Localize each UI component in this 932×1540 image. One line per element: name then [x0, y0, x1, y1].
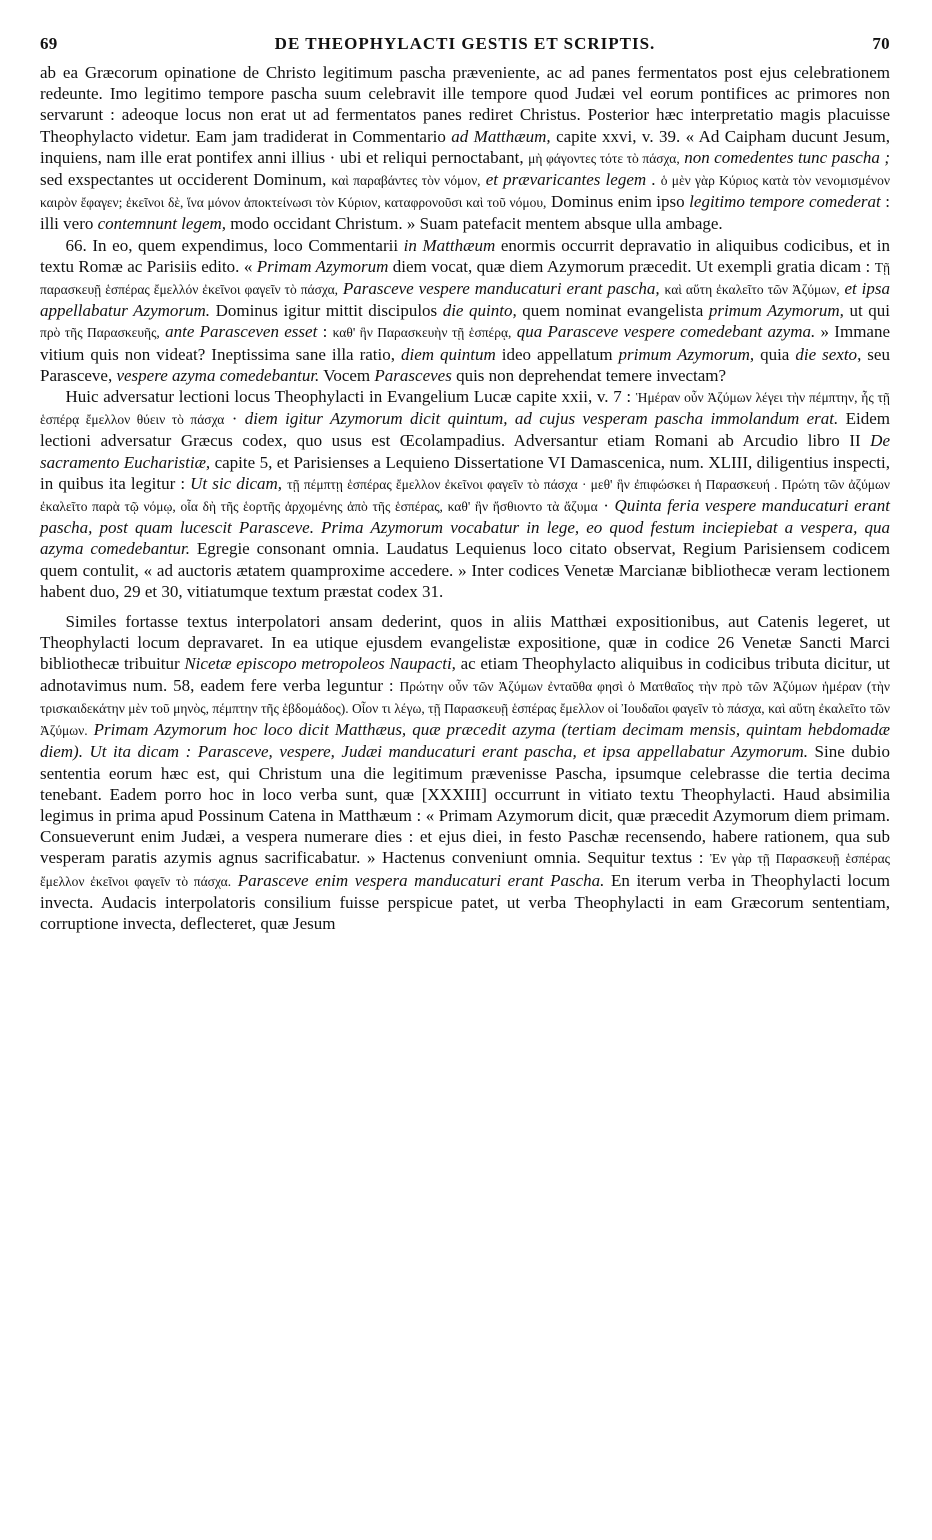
- greek-run: Τῇ παρασκευῇ ἑσπέρας ἔμελλόν ἐκεῖνοι φαγεῖν τὸ πάσχα,: [40, 259, 891, 298]
- italic-run: qua Parasceve vespere comedebant azyma.: [516, 322, 816, 342]
- running-title: DE THEOPHYLACTI GESTIS ET SCRIPTIS.: [274, 34, 656, 53]
- greek-run: καὶ παραβάντες τὸν νόμον,: [331, 173, 481, 189]
- italic-run: die sexto: [795, 344, 858, 364]
- text-run: capite 5, et Parisienses a Lequieno Dissertatione VI Damascenica, num. XLIII, diligentius inspecti, in quibus ita legitur :: [40, 452, 890, 493]
- italic-run: Parasceves: [374, 365, 452, 385]
- text-run: .: [646, 170, 661, 190]
- italic-run: et prævaricantes legem: [485, 170, 647, 190]
- text-run: ideo appellatum: [495, 344, 619, 364]
- italic-run: contemnunt legem,: [97, 214, 227, 234]
- greek-run: τῇ πέμπτῃ ἑσπέρας ἔμελλον ἐκεῖνοι φαγεῖν τὸ πάσχα · μεθ' ἣν ἐπιφώσκει ἡ Παρασκευή . Πρώτη τῶν ἀζύμων ἐκαλεῖτο παρὰ τῷ νόμῳ, οἷα δὴ τῆς ἑορτῆς ἀρχομένης ἀπὸ τῆς ἑσπέρας, καθ' ἣν ἤσθιοντο τὰ ἄζυμα: [40, 476, 891, 515]
- greek-run: μὴ φάγοντες τότε τὸ πάσχα,: [528, 150, 680, 166]
- italic-run: Nicetæ episcopo metropoleos Naupacti,: [184, 654, 456, 674]
- italic-run: et ipsa appellabatur Azymorum.: [40, 279, 890, 321]
- text-run: Egregie consonant omnia. Laudatus Lequienus loco citato observat, Regium Parisiensem codicem quem contulit, « ad auctoris ætatem quamproxime accedere. » Inter codices Venetæ Marcianæ bibliothecæ veram lectionem habent duo, 29 et 30, vitiatumque textum præstat codex 31.: [40, 539, 890, 601]
- italic-run: Quinta feria vespere manducaturi erant pascha, post quam lucescit Parasceve. Prima Azymorum vocabatur in lege, eo quod festum inciepiebat a vespera, qua azyma comedebantur.: [40, 496, 890, 559]
- greek-run: πρὸ τῆς Παρασκευῆς,: [40, 325, 160, 341]
- text-run: capite xxvi, v. 39. « Ad Caipham ducunt Jesum, inquiens, nam ille erat pontifex anni illius · ubi et reliqui pernoctabant,: [40, 126, 890, 167]
- text-run: Dominus igitur mittit discipulos: [210, 301, 443, 321]
- greek-run: Ἐν γὰρ τῇ Παρασκευῇ ἑσπέρας ἔμελλον ἐκεῖνοι φαγεῖν τὸ πάσχα.: [40, 851, 890, 889]
- italic-run: ante Parasceven esset: [165, 322, 318, 342]
- italic-run: in Matthæum: [403, 235, 496, 255]
- text-run: Dominus enim ipso: [546, 192, 690, 212]
- left-page-number: 69: [40, 34, 58, 53]
- italic-run: Parasceve enim vespera manducaturi erant Pascha.: [237, 870, 605, 890]
- paragraph-1: [40, 62, 890, 235]
- italic-run: Parasceve vespere manducaturi erant pascha,: [342, 279, 660, 299]
- greek-run: Πρώτην οὖν τῶν Ἀζύμων ἐνταῦθα φησὶ ὁ Ματθαῖος τὴν πρὸ τῶν Ἀζύμων ἡμέραν (τὴν τρισκαιδεκάτην μὲν τοῦ μηνὸς, πέμπτην τῆς ἑβδομάδος). Οἷον τι λέγω, τῇ Παρασκευῇ ἑσπέρας ἔμελλον οἱ Ἰουδαῖοι φαγεῖν τὸ πάσχα, καὶ αὕτη ἐκαλεῖτο τῶν Ἀζύμων.: [40, 678, 890, 739]
- text-run: :: [317, 322, 333, 342]
- body-text: [40, 62, 890, 934]
- italic-run: primum Azymorum,: [618, 344, 755, 364]
- italic-run: Ut sic dicam,: [190, 473, 283, 493]
- text-run: ·: [597, 496, 615, 516]
- greek-run: Ἡμέραν οὖν Ἀζύμων λέγει τὴν πέμπτην, ἧς τῇ ἑσπέρᾳ ἔμελλον θύειν τὸ πάσχα: [40, 390, 890, 428]
- text-run: 66. In eo, quem expendimus, loco Commentarii: [65, 235, 404, 255]
- text-run: quem nominat evangelista: [516, 301, 709, 321]
- italic-run: vespere azyma comedebantur.: [116, 365, 320, 385]
- text-run: [231, 871, 238, 890]
- text-run: modo occidant Christum. » Suam patefacit mentem absque ulla ambage.: [226, 214, 723, 234]
- text-run: Huic adversatur lectioni locus Theophylacti in Evangelium Lucæ capite xxii, v. 7 :: [65, 387, 636, 407]
- text-run: , seu Parasceve,: [40, 344, 890, 385]
- text-run: quis non deprehendat temere invectam?: [451, 365, 727, 385]
- greek-run: καθ' ἣν Παρασκευὴν τῇ ἑσπέρᾳ,: [332, 325, 512, 341]
- text-run: enormis occurrit depravatio in aliquibus codicibus, et in textu Romæ ac Parisiis edito. «: [40, 235, 890, 276]
- text-run: quia: [754, 344, 796, 364]
- text-run: ut qui: [843, 301, 890, 321]
- text-run: Vocem: [319, 365, 375, 385]
- italic-run: Primam Azymorum: [256, 256, 389, 276]
- right-page-number: 70: [872, 34, 890, 53]
- italic-run: De sacramento Eucharistiæ,: [40, 431, 890, 472]
- text-run: » Immane vitium quis non videat? Ineptissima sane illa ratio,: [40, 322, 891, 364]
- text-run: Similes fortasse textus interpolatori ansam dederint, quos in aliis Matthæi expositionibus, aut Catenis legeret, ut Theophylacti locum depravaret. In ea utique ejusdem evangelistæ expositione, quæ in codice 26 Venetæ Sancti Marci bibliothecæ tribuitur: [40, 612, 890, 674]
- text-run: Eidem lectioni adversatur Græcus codex, quo usus est Œcolampadius. Adversantur etiam Romani ab Arcudio libro II: [40, 409, 890, 451]
- text-run: sed exspectantes ut occiderent Dominum,: [40, 170, 332, 190]
- italic-run: Primam Azymorum hoc loco dicit Matthæus, quæ præcedit azyma (tertiam decimam mensis, quintam hebdomadæ diem). Ut ita dicam : Parasceve, vespere, Judæi manducaturi erant pascha, et ipsa appellabatur Azymorum.: [40, 720, 891, 762]
- greek-run: καὶ αὕτη ἐκαλεῖτο τῶν Ἀζύμων,: [664, 282, 840, 298]
- italic-run: legitimo tempore comederat: [689, 192, 881, 212]
- paragraph-4: [40, 611, 890, 934]
- text-run: : illi vero: [40, 192, 891, 234]
- italic-run: diem igitur Azymorum dicit quintum, ad cujus vesperam pascha immolandum erat.: [244, 409, 839, 429]
- italic-run: diem quintum: [400, 344, 496, 364]
- text-run: ·: [224, 409, 245, 429]
- text-run: ab ea Græcorum opinatione de Christo legitimum pascha præveniente, ac ad panes fermentatos post ejus celebrationem redeunte. Imo legitimo tempore pascha suum celebravit ille tempore quod Judæi vel eorum pontifices ac primores non servarunt : adeoque locus non erat ut ad fermentatos panes rediret Christus. Posterior hæc interpretatio magis placuisse Theophylacto videtur. Eam jam tradiderat in Commentario: [40, 63, 890, 146]
- italic-run: primum Azymorum,: [708, 301, 844, 321]
- italic-run: non comedentes tunc pascha ;: [684, 147, 890, 167]
- paragraph-2: [40, 235, 890, 386]
- italic-run: ad Matthæum,: [451, 126, 551, 146]
- text-run: diem vocat, quæ diem Azymorum præcedit. Ut exempli gratia dicam :: [388, 256, 875, 276]
- italic-run: die quinto,: [442, 301, 517, 321]
- running-header: [40, 34, 890, 58]
- text-run: ac etiam Theophylacto aliquibus in codicibus tributa dicitur, ut adnotavimus num. 58, eadem fere verba leguntur :: [40, 654, 891, 695]
- paragraph-3: [40, 386, 890, 602]
- greek-run: ὁ μὲν γὰρ Κύριος κατὰ τὸν νενομισμένον καιρὸν ἔφαγεν; ἐκεῖνοι δὲ, ἵνα μόνον ἀποκτείνωσι τὸν Κύριον, καταφρονοῦσι καὶ τοῦ νόμου,: [40, 173, 890, 211]
- text-run: En iterum verba in Theophylacti locum invecta. Audacis interpolatoris consilium fuisse perspicue patet, ut verba Theophylacti in eam Græcorum sententiam, corruptione invecta, deflecteret, quæ Jesum: [40, 870, 890, 933]
- text-run: Sine dubio sententia eorum hæc est, qui Christum una die legitimum prævenisse Pascha, ipsumque celebrasse die tertia decima tenebant. Eadem porro hoc in loco verba sunt, quæ [XXXIII] occurrunt in vitiato textu Theophylacti. Haud absimilia legimus in prima apud Possinum Catena in Matthæum : « Primam Azymorum dicit, quæ præcedit Azymorum diem primam. Consueverunt enim Judæi, a vespera numerare dies : et ejus diei, in festo Paschæ recensendo, habere rationem, qua sub vesperam paratis azymis agnus sacrificabatur. » Hactenus conveniunt omnia. Sequitur textus :: [40, 742, 890, 868]
